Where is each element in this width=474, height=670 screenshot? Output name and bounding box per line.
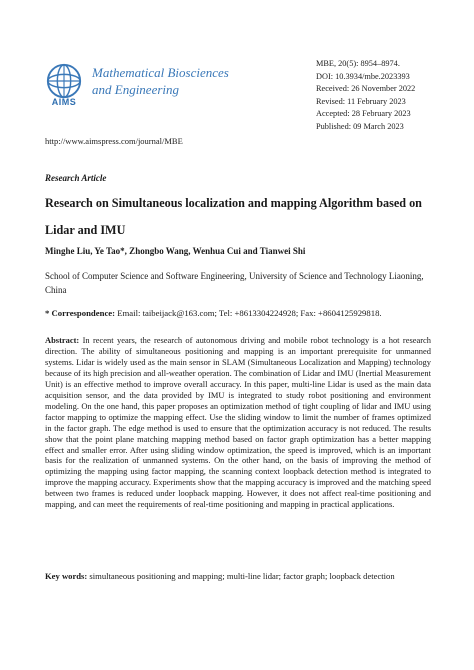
correspondence-label: * Correspondence: <box>45 308 116 318</box>
meta-received: Received: 26 November 2022 <box>316 84 416 94</box>
aims-logo-icon <box>45 62 83 100</box>
meta-published: Published: 09 March 2023 <box>316 121 404 131</box>
article-metadata <box>316 58 466 134</box>
meta-doi: DOI: 10.3934/mbe.2023393 <box>316 71 410 81</box>
correspondence <box>45 308 455 318</box>
logo-text: AIMS <box>51 97 77 107</box>
journal-name <box>92 64 272 98</box>
article-type: Research Article <box>45 173 107 183</box>
correspondence-text: Email: taibeijack@163.com; Tel: +8613304224928; Fax: +8604125929818. <box>115 308 382 318</box>
meta-revised: Revised: 11 February 2023 <box>316 96 406 106</box>
journal-name-line2: and Engineering <box>92 82 180 97</box>
keywords-label: Key words: <box>45 571 88 581</box>
meta-citation: MBE, 20(5): 8954–8974. <box>316 59 400 68</box>
abstract-text: In recent years, the research of autonomous driving and mobile robot technology is a hot research direction. The ability of simultaneous positioning and mapping is an important prerequisite for unmanned systems. Lidar is widely used as the main sensor in SLAM (Simultaneous Localization and Mapping) technology because of its high precision and all-weather operation. The combination of Lidar and IMU (Inertial Measurement Unit) is an effective method to improve overall accuracy. In this paper, multi-line Lidar is used as the main data acquisition sensor, and the data provided by IMU is integrated to study robot positioning and environment modeling. On the one hand, this paper proposes an optimization method of tight coupling of lidar and IMU using factor mapping to optimize the mapping effect. Use the sliding window to limit the number of frames optimized in the factor graph. The edge method is used to ensure that the optimization accuracy is not reduced. The results show that the point plane matching mapping method based on factor graph optimization has a better mapping effect and smaller error. After using sliding window optimization, the speed is improved, which is an important basis for the realization of unmanned systems. On the other hand, on the basis of improving the method of optimizing the mapping using factor mapping, the scanning context loopback detection method is integrated to improve the mapping accuracy. Experiments show that the mapping accuracy is improved and the matching speed between two frames is reduced under loopback mapping. However, it does not affect real-time positioning and mapping, and can meet the requirements of real-time positioning and mapping in practical applications. <box>45 335 431 510</box>
keywords <box>45 571 455 581</box>
abstract-label: Abstract: <box>45 335 80 345</box>
author-list: Minghe Liu, Ye Tao*, Zhongbo Wang, Wenhua Cui and Tianwei Shi <box>45 246 306 256</box>
keywords-text: simultaneous positioning and mapping; multi-line lidar; factor graph; loopback detection <box>87 571 395 581</box>
journal-url[interactable]: http://www.aimspress.com/journal/MBE <box>45 136 183 146</box>
affiliation: School of Computer Science and Software Engineering, University of Science and Technology Liaoning, China <box>45 271 424 295</box>
abstract <box>45 335 431 510</box>
meta-accepted: Accepted: 28 February 2023 <box>316 109 411 119</box>
journal-name-line1: Mathematical Biosciences <box>92 65 229 80</box>
paper-title: Research on Simultaneous localization and mapping Algorithm based on Lidar and IMU <box>45 196 422 237</box>
